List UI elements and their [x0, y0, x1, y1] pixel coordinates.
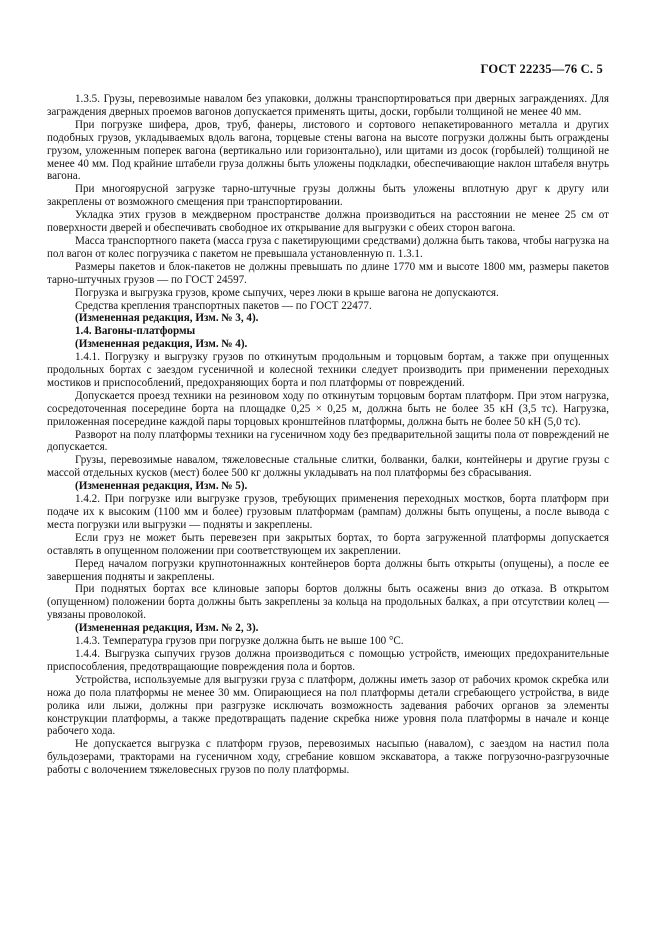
- paragraph: 1.4.4. Выгрузка сыпучих грузов должна производиться с помощью устройств, имеющих предохранительные приспособления, предотвращающие повреждения пола и бортов.: [47, 647, 609, 673]
- paragraph: Устройства, используемые для выгрузки груза с платформ, должны иметь зазор от рабочих кромок скребка или ножа до пола платформы не менее 30 мм. Опирающиеся на пол платформы детали сгребающего устройства, в виде ролика или лыжи, должны при разгрузке исключать возможность задевания рабочих органов за элементы конструкции платформы, а также предотвращать падение скребка ниже уровня пола платформы в начале и конце рабочего хода.: [47, 673, 609, 738]
- paragraph: При поднятых бортах все клиновые запоры бортов должны быть осажены вниз до отказа. В открытом (опущенном) положении борта должны быть закреплены за кольца на продольных балках, а при отсутствии колец — увязаны проволокой.: [47, 583, 609, 622]
- paragraph: Укладка этих грузов в междверном пространстве должна производиться на расстоянии не менее 25 см от поверхности дверей и обеспечивать свободное их открывание для выгрузки с обеих сторон вагона.: [47, 209, 609, 235]
- paragraph: 1.4.3. Температура грузов при погрузке должна быть не выше 100 °С.: [75, 635, 404, 648]
- bold-paragraph: (Измененная редакция, Изм. № 4).: [75, 338, 248, 351]
- paragraph: Разворот на полу платформы техники на гусеничном ходу без предварительной защиты пола от повреждений не допускается.: [47, 428, 609, 454]
- paragraph: Масса транспортного пакета (масса груза с пакетирующими средствами) должна быть такова, чтобы нагрузка на пол вагон от колес погрузчика с пакетом не превышала установленную п. 1.3.1.: [47, 234, 609, 260]
- paragraph: Грузы, перевозимые навалом, тяжеловесные стальные слитки, болванки, балки, контейнеры и другие грузы с массой отдельных кусков (мест) более 500 кг должны укладывать на пол платформы без сбрасывания.: [47, 454, 609, 480]
- paragraph: Не допускается выгрузка с платформ грузов, перевозимых насыпью (навалом), с заездом на настил пола бульдозерами, тракторами на гусеничном ходу, сгребание ковшом экскаватора, а также погрузочно-разгрузочные работы с волочением тяжеловесных грузов по полу платформы.: [47, 738, 609, 777]
- paragraph: Если груз не может быть перевезен при закрытых бортах, то борта загруженной платформы допускается оставлять в опущенном положении при соответствующем их закреплении.: [47, 531, 609, 557]
- paragraph: Перед началом погрузки крупнотоннажных контейнеров борта должны быть открыты (опущены), а после ее завершения подняты и закреплены.: [47, 557, 609, 583]
- paragraph: Размеры пакетов и блок-пакетов не должны превышать по длине 1770 мм и высоте 1800 мм, размеры пакетов тарно-штучных грузов — по ГОСТ 24597.: [47, 260, 609, 286]
- paragraph: 1.4.2. При погрузке или выгрузке грузов, требующих применения переходных мостков, борта платформ при подаче их к высоким (1100 мм и более) грузовым платформам (рампам) должны быть опущены, а после вывода с места погрузки или выгрузки — подняты и закреплены.: [47, 493, 609, 531]
- paragraph: 1.3.5. Грузы, перевозимые навалом без упаковки, должны транспортироваться при дверных заграждениях. Для заграждения дверных проемов вагонов допускается применять щиты, доски, горбыли толщиной не менее 40 мм.: [47, 93, 609, 118]
- bold-paragraph: 1.4. Вагоны-платформы: [75, 325, 196, 338]
- bold-paragraph: (Измененная редакция, Изм. № 3, 4).: [75, 312, 259, 325]
- page-header: ГОСТ 22235—76 С. 5: [480, 62, 603, 76]
- bold-paragraph: (Измененная редакция, Изм. № 2, 3).: [75, 622, 259, 635]
- paragraph: При многоярусной загрузке тарно-штучные грузы должны быть уложены вплотную друг к другу или закреплены от возможного смещения при транспортировании.: [47, 183, 609, 209]
- paragraph: 1.4.1. Погрузку и выгрузку грузов по откинутым продольным и торцовым бортам, а также при опущенных продольных бортах с заездом гусеничной и колесной техники следует производить при применении переходных мостиков и приспособлений, предохраняющих борта и пол платформы от повреждений.: [47, 351, 609, 389]
- bold-paragraph: (Измененная редакция, Изм. № 5).: [75, 480, 248, 493]
- paragraph: Допускается проезд техники на резиновом ходу по откинутым торцовым бортам платформ. При этом нагрузка, сосредоточенная посередине борта на площадке 0,25 × 0,25 м, должна быть не более 35 кН (3,5 тс). Нагрузка, приложенная посередине каждой пары торцовых кронштейнов платформы, должна быть не более 50 кН (5,0 тс).: [47, 389, 609, 428]
- document-body: [47, 93, 609, 777]
- paragraph: Средства крепления транспортных пакетов — по ГОСТ 22477.: [75, 299, 372, 312]
- paragraph: Погрузка и выгрузка грузов, кроме сыпучих, через люки в крыше вагона не допускаются.: [75, 286, 499, 299]
- paragraph: При погрузке шифера, дров, труб, фанеры, листового и сортового непакетированного металла и других подобных грузов, укладываемых вдоль вагона, торцевые стены вагона на высоте погрузки должны быть ограждены грузом, уложенным поперек вагона (вертикально или горизонтально), или щитами из досок (горбылей) толщиной не менее 40 мм. Под крайние штабели груза должны быть уложены подкладки, обеспечивающие наклон штабеля внутрь вагона.: [47, 118, 609, 183]
